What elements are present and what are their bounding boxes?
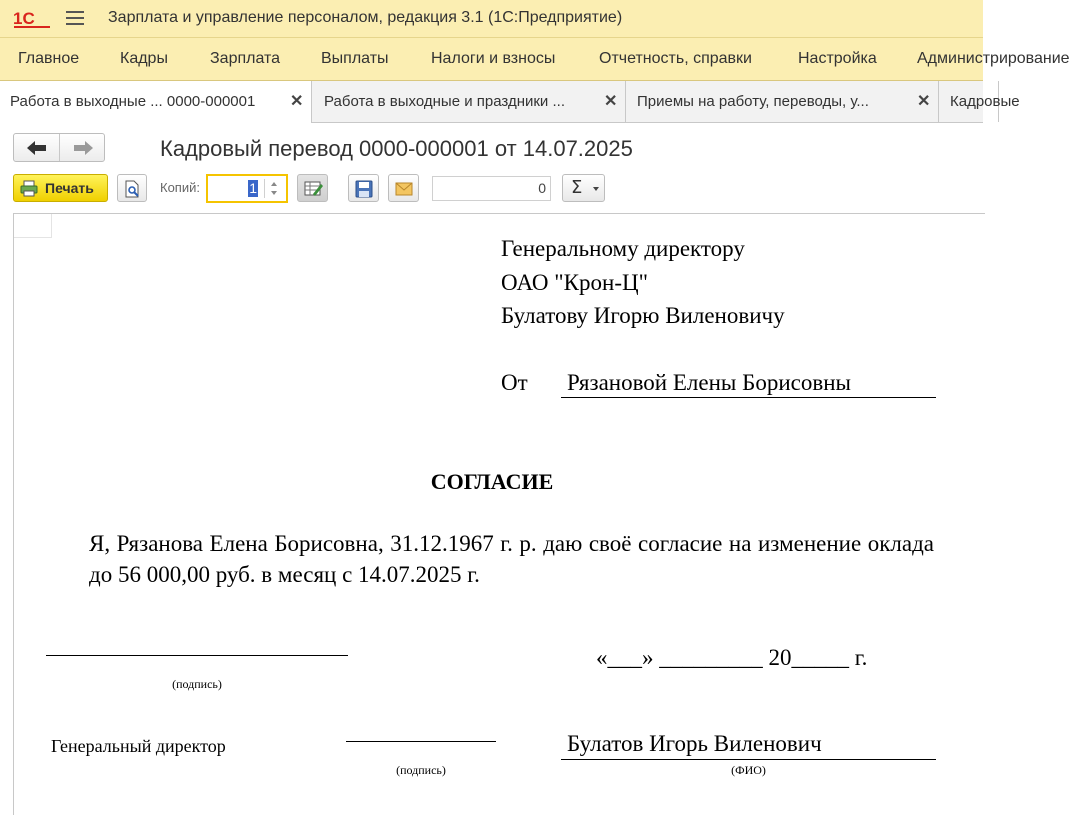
tab-label: Кадровые: [950, 93, 1020, 110]
edit-table-icon: [304, 180, 323, 198]
sigma-icon: Σ: [571, 177, 583, 198]
director-signature-caption: (подпись): [396, 763, 446, 777]
sum-value: 0: [538, 180, 546, 196]
director-name-caption: (ФИО): [731, 763, 766, 777]
menu-item-main[interactable]: Главное: [18, 50, 80, 67]
floppy-disk-icon: [355, 180, 373, 198]
addressee-line-1: Генеральному директору: [501, 236, 745, 261]
app-title: Зарплата и управление персоналом, редакция 3.1 (1С:Предприятие): [108, 9, 623, 26]
sections-panel: [0, 37, 1070, 81]
corner-cell: [14, 214, 52, 238]
close-icon[interactable]: ✕: [290, 93, 304, 110]
tab-weekend-work-doc[interactable]: [0, 81, 312, 123]
print-preview-button[interactable]: [117, 174, 147, 202]
tab-label: Приемы на работу, переводы, у...: [637, 93, 869, 110]
arrow-right-icon[interactable]: [70, 139, 96, 157]
spin-up-icon[interactable]: [271, 182, 277, 186]
director-name: Булатов Игорь Виленович: [561, 731, 936, 760]
tab-hr-docs[interactable]: [939, 81, 1020, 122]
menu-item-hr[interactable]: Кадры: [120, 50, 168, 67]
addressee-line-2: ОАО "Крон-Ц": [501, 270, 648, 295]
copies-label: Копий:: [160, 180, 200, 195]
chevron-down-icon: [593, 187, 599, 191]
from-label: От: [501, 370, 528, 395]
menu-item-salary[interactable]: Зарплата: [210, 50, 281, 67]
title-bar: [0, 0, 983, 37]
edit-mode-button[interactable]: [297, 174, 328, 202]
tab-label: Работа в выходные и праздники ...: [324, 93, 565, 110]
envelope-icon: [395, 180, 413, 198]
send-email-button[interactable]: [388, 174, 419, 202]
tab-hiring-transfers[interactable]: [626, 81, 939, 122]
tab-weekend-holidays[interactable]: [312, 81, 626, 122]
document-heading: СОГЛАСИЕ: [430, 469, 554, 494]
menu-item-taxes[interactable]: Налоги и взносы: [431, 50, 556, 67]
close-icon[interactable]: ✕: [604, 93, 618, 110]
close-icon[interactable]: ✕: [917, 93, 931, 110]
history-navigation: [13, 133, 105, 162]
director-title: Генеральный директор: [51, 736, 226, 756]
signature-caption: (подпись): [172, 677, 222, 691]
logo-text: 1С: [13, 9, 35, 28]
arrow-left-icon[interactable]: [24, 139, 50, 157]
save-button[interactable]: [348, 174, 379, 202]
menu-item-settings[interactable]: Настройка: [798, 50, 877, 67]
open-windows-tabs: [0, 81, 1020, 123]
tab-label: Работа в выходные ... 0000-000001: [10, 93, 256, 110]
copies-value: 1: [249, 180, 257, 196]
menu-item-reports[interactable]: Отчетность, справки: [599, 50, 752, 67]
director-signature-line: [346, 741, 496, 742]
menu-item-payments[interactable]: Выплаты: [321, 50, 389, 67]
copies-input[interactable]: [206, 174, 288, 203]
sum-function-button[interactable]: [562, 174, 605, 202]
page-title: Кадровый перевод 0000-000001 от 14.07.2025: [160, 136, 633, 161]
consent-text: Я, Рязанова Елена Борисовна, 31.12.1967 г. р. даю своё согласие на изменение оклада до 56 000,00 руб. в месяц с 14.07.2025 г.: [89, 531, 934, 587]
employee-signature-line: [46, 655, 348, 656]
menu-item-administration[interactable]: Администрирование: [917, 50, 1070, 67]
printer-icon: [20, 180, 38, 197]
sum-field: [432, 176, 551, 201]
from-name: Рязановой Елены Борисовны: [561, 370, 936, 398]
1c-logo-icon[interactable]: [12, 7, 52, 29]
addressee-line-3: Булатову Игорю Виленовичу: [501, 303, 785, 328]
spin-down-icon[interactable]: [271, 191, 277, 195]
spreadsheet-document[interactable]: [13, 213, 985, 815]
main-menu-icon[interactable]: [66, 11, 84, 25]
print-label: Печать: [45, 180, 94, 196]
copies-spinner[interactable]: [264, 179, 283, 198]
preview-icon: [124, 180, 142, 198]
date-line: «___» _________ 20_____ г.: [596, 645, 868, 670]
print-button[interactable]: [13, 174, 108, 202]
